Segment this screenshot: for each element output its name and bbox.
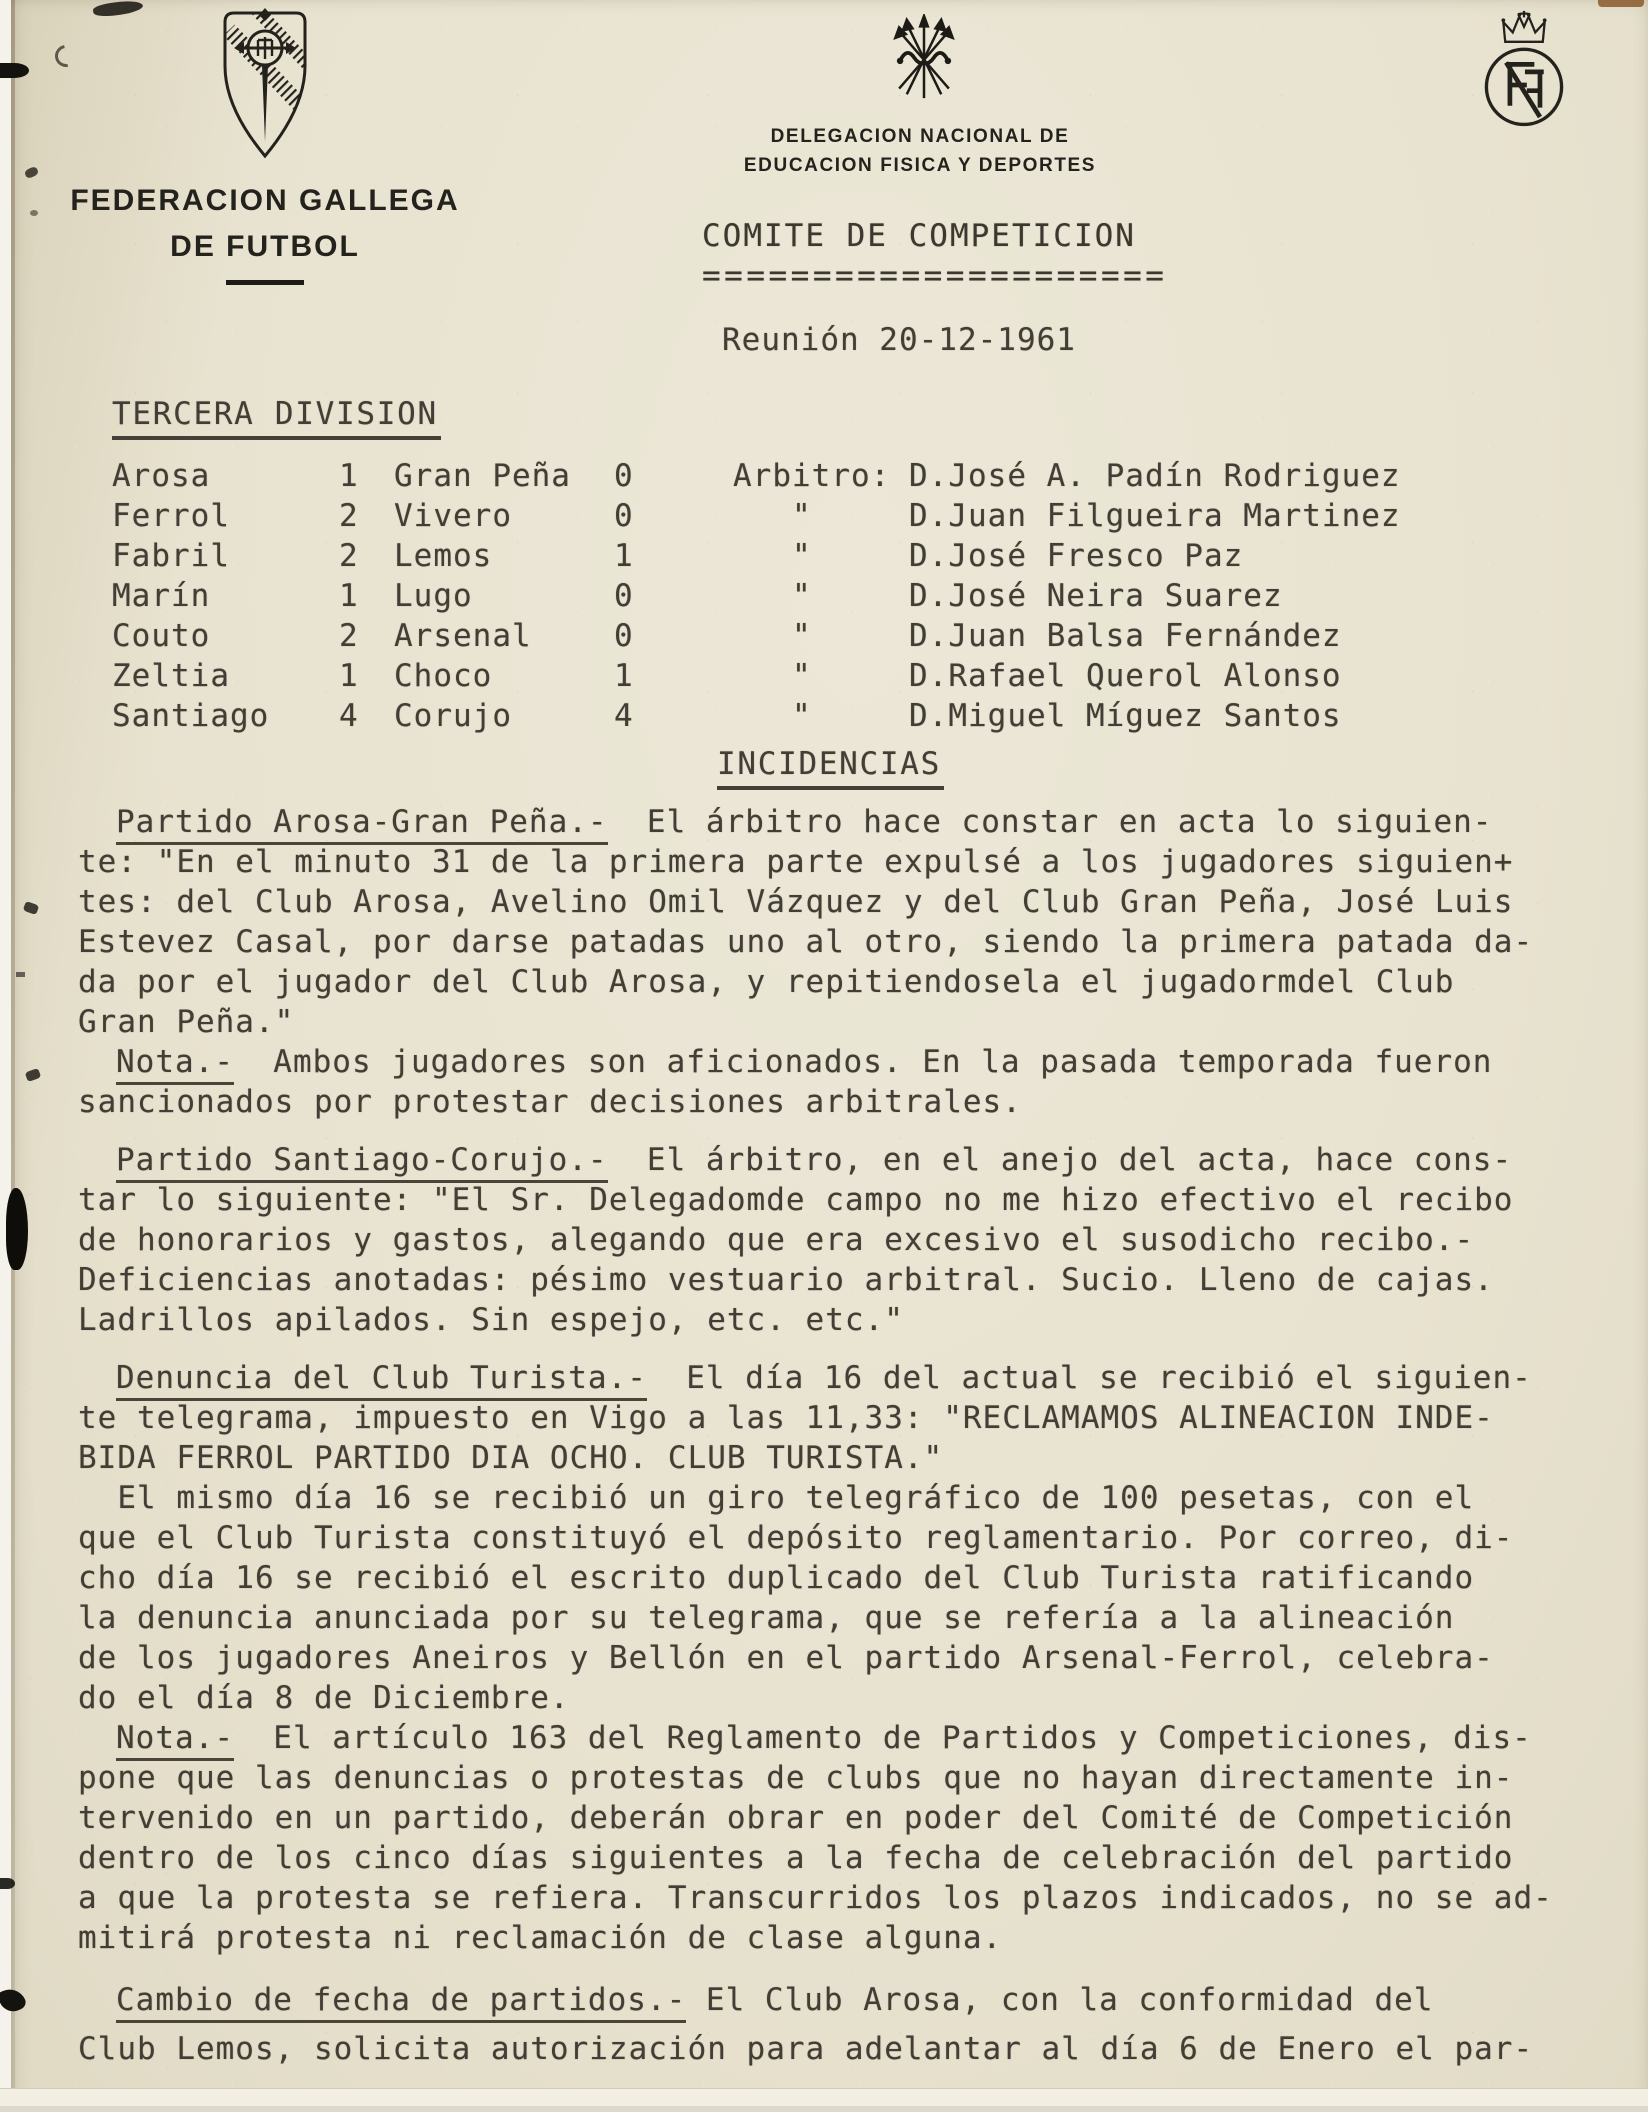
- result-row: [112, 576, 1583, 616]
- referee-name: D.Miguel Míguez Santos: [909, 698, 1342, 734]
- result-row: [112, 696, 1583, 736]
- document-body: [78, 396, 1583, 2074]
- ditto-mark: ": [792, 498, 812, 534]
- away-score: 1: [614, 538, 634, 574]
- paragraph-text: Ambos jugadores son aficionados. En la pasada temporada fueron: [233, 1044, 1493, 1080]
- yoke-and-arrows-emblem: [890, 14, 958, 102]
- text-line: [78, 802, 1583, 842]
- nota-arosa: [78, 1042, 1583, 1122]
- scan-artifact: [16, 972, 25, 977]
- text-line: que el Club Turista constituyó el depósito reglamentario. Por correo, di-: [78, 1520, 1514, 1556]
- home-score: 2: [339, 618, 359, 654]
- text-line: [78, 1358, 1583, 1398]
- paragraph-lead: Cambio de fecha de partidos.-: [116, 1982, 686, 2023]
- scan-artifact: [24, 166, 40, 180]
- committee-title-rule: =====================: [702, 258, 1168, 294]
- incidencias-heading: INCIDENCIAS: [717, 746, 944, 790]
- home-team: Fabril: [112, 538, 230, 574]
- paragraph-lead: Nota.-: [116, 1720, 234, 1761]
- text-line: te: "En el minuto 31 de la primera parte expulsé a los jugadores siguien+: [78, 844, 1514, 880]
- referee-name: D.José Fresco Paz: [909, 538, 1244, 574]
- text-line: a que la protesta se refiera. Transcurridos los plazos indicados, no se ad-: [78, 1880, 1553, 1916]
- federation-name-line1: FEDERACION GALLEGA: [70, 184, 460, 217]
- away-team: Lugo: [394, 578, 473, 614]
- scan-artifact: [0, 63, 29, 78]
- home-team: Couto: [112, 618, 211, 654]
- ditto-mark: ": [792, 618, 812, 654]
- scan-edge-band-shadow: [0, 2106, 1648, 2112]
- division-section: [112, 396, 1583, 440]
- text-line: Gran Peña.": [78, 1004, 295, 1040]
- fgf-shield-logo: [213, 8, 317, 160]
- text-line: [78, 1042, 1583, 1082]
- incidencias-section: [78, 746, 1583, 790]
- referee-name: D.José Neira Suarez: [909, 578, 1283, 614]
- paragraph-text: El Club Arosa, con la conformidad del: [686, 1982, 1434, 2018]
- text-line: Club Lemos, solicita autorización para adelantar al día 6 de Enero el par-: [78, 2031, 1534, 2067]
- scan-artifact: [1598, 0, 1644, 7]
- home-team: Santiago: [112, 698, 270, 734]
- away-score: 0: [614, 498, 634, 534]
- ditto-mark: ": [792, 698, 812, 734]
- text-line: [78, 1976, 1583, 2025]
- home-score: 4: [339, 698, 359, 734]
- scan-artifact: [25, 1068, 42, 1082]
- referee-name: D.Juan Filgueira Martinez: [909, 498, 1401, 534]
- ditto-mark: ": [792, 578, 812, 614]
- text-line: [78, 1718, 1583, 1758]
- meeting-date: Reunión 20-12-1961: [722, 322, 1076, 358]
- scan-artifact: [92, 0, 143, 18]
- away-team: Gran Peña: [394, 458, 571, 494]
- referee-name: D.Rafael Querol Alonso: [909, 658, 1342, 694]
- division-heading: TERCERA DIVISION: [112, 396, 441, 440]
- result-row: [112, 656, 1583, 696]
- ditto-mark: ": [792, 538, 812, 574]
- scan-artifact: [6, 1188, 28, 1270]
- paragraph-text: El árbitro, en el anejo del acta, hace cons-: [607, 1142, 1513, 1178]
- home-team: Arosa: [112, 458, 211, 494]
- text-line: sancionados por protestar decisiones arbitrales.: [78, 1084, 1022, 1120]
- incident-santiago-corujo: [78, 1140, 1583, 1340]
- home-team: Marín: [112, 578, 211, 614]
- delegation-name-line1: DELEGACION NACIONAL DE: [770, 126, 1070, 147]
- scan-artifact: [23, 901, 40, 915]
- home-score: 2: [339, 498, 359, 534]
- home-score: 1: [339, 578, 359, 614]
- text-line: dentro de los cinco días siguientes a la fecha de celebración del partido: [78, 1840, 1514, 1876]
- scan-artifact: [30, 210, 38, 216]
- scan-artifact: [0, 1878, 15, 1889]
- text-line: la denuncia anunciada por su telegrama, que se refería a la alineación: [78, 1600, 1455, 1636]
- nota-reglamento: [78, 1718, 1583, 1958]
- text-line: te telegrama, impuesto en Vigo a las 11,33: "RECLAMAMOS ALINEACION INDE-: [78, 1400, 1494, 1436]
- home-score: 2: [339, 538, 359, 574]
- paragraph-text: El árbitro hace constar en acta lo siguien-: [607, 804, 1493, 840]
- cambio-fecha-partidos: [78, 1976, 1583, 2074]
- result-row: [112, 496, 1583, 536]
- delegation-name-line2: EDUCACION FISICA Y DEPORTES: [743, 155, 1097, 176]
- committee-title: COMITE DE COMPETICION: [702, 218, 1136, 254]
- away-score: 0: [614, 458, 634, 494]
- text-line: de los jugadores Aneiros y Bellón en el partido Arsenal-Ferrol, celebra-: [78, 1640, 1494, 1676]
- text-line: El mismo día 16 se recibió un giro telegráfico de 100 pesetas, con el: [78, 1480, 1475, 1516]
- paragraph-lead: Denuncia del Club Turista.-: [116, 1360, 647, 1401]
- paragraph-lead: Partido Santiago-Corujo.-: [116, 1142, 608, 1183]
- result-row: [112, 536, 1583, 576]
- text-line: pone que las denuncias o protestas de clubs que no hayan directamente in-: [78, 1760, 1514, 1796]
- text-line: tes: del Club Arosa, Avelino Omil Vázquez y del Club Gran Peña, José Luis: [78, 884, 1514, 920]
- text-line: cho día 16 se recibió el escrito duplicado del Club Turista ratificando: [78, 1560, 1475, 1596]
- referee-name: D.Juan Balsa Fernández: [909, 618, 1342, 654]
- text-line: [78, 1140, 1583, 1180]
- paragraph-lead: Partido Arosa-Gran Peña.-: [116, 804, 608, 845]
- letterhead-rule: [226, 280, 304, 285]
- result-row: [112, 456, 1583, 496]
- home-score: 1: [339, 458, 359, 494]
- denuncia-club-turista: [78, 1358, 1583, 1718]
- text-line: Deficiencias anotadas: pésimo vestuario arbitral. Sucio. Lleno de cajas.: [78, 1262, 1494, 1298]
- text-line: tervenido en un partido, deberán obrar en poder del Comité de Competición: [78, 1800, 1514, 1836]
- text-line: Estevez Casal, por darse patadas uno al otro, siendo la primera patada da-: [78, 924, 1534, 960]
- incidencias-paragraphs: [78, 802, 1583, 2074]
- results-table: [112, 456, 1583, 736]
- text-line: da por el jugador del Club Arosa, y repitiendosela el jugadormdel Club: [78, 964, 1455, 1000]
- away-team: Corujo: [394, 698, 512, 734]
- paragraph-text: El día 16 del actual se recibió el siguien-: [646, 1360, 1532, 1396]
- home-team: Zeltia: [112, 658, 230, 694]
- text-line: Ladrillos apilados. Sin espejo, etc. etc.": [78, 1302, 904, 1338]
- text-line: de honorarios y gastos, alegando que era excesivo el susodicho recibo.-: [78, 1222, 1475, 1258]
- incident-arosa-granpena: [78, 802, 1583, 1042]
- text-line: do el día 8 de Diciembre.: [78, 1680, 570, 1716]
- away-team: Vivero: [394, 498, 512, 534]
- result-row: [112, 616, 1583, 656]
- away-team: Lemos: [394, 538, 493, 574]
- home-team: Ferrol: [112, 498, 230, 534]
- scan-artifact: [51, 41, 82, 72]
- text-line: tar lo siguiente: "El Sr. Delegadomde campo no me hizo efectivo el recibo: [78, 1182, 1514, 1218]
- text-line: BIDA FERROL PARTIDO DIA OCHO. CLUB TURISTA.": [78, 1440, 944, 1476]
- ditto-mark: ": [792, 658, 812, 694]
- away-team: Arsenal: [394, 618, 532, 654]
- federation-name-line2: DE FUTBOL: [170, 230, 360, 263]
- paragraph-lead: Nota.-: [116, 1044, 234, 1085]
- text-line: mitirá protesta ni reclamación de clase alguna.: [78, 1920, 1003, 1956]
- delegation-name: [660, 122, 1180, 180]
- away-score: 1: [614, 658, 634, 694]
- referee-name: D.José A. Padín Rodriguez: [909, 458, 1401, 494]
- paragraph-text: El artículo 163 del Reglamento de Partidos y Competiciones, dis-: [233, 1720, 1532, 1756]
- referee-label: Arbitro:: [733, 458, 891, 494]
- away-score: 0: [614, 618, 634, 654]
- rfef-crest-logo: [1480, 8, 1568, 132]
- scan-edge-sliver: [0, 0, 11, 2112]
- home-score: 1: [339, 658, 359, 694]
- scan-edge-shadow: [11, 0, 15, 2112]
- federation-name: [50, 178, 480, 285]
- away-score: 0: [614, 578, 634, 614]
- away-score: 4: [614, 698, 634, 734]
- away-team: Choco: [394, 658, 493, 694]
